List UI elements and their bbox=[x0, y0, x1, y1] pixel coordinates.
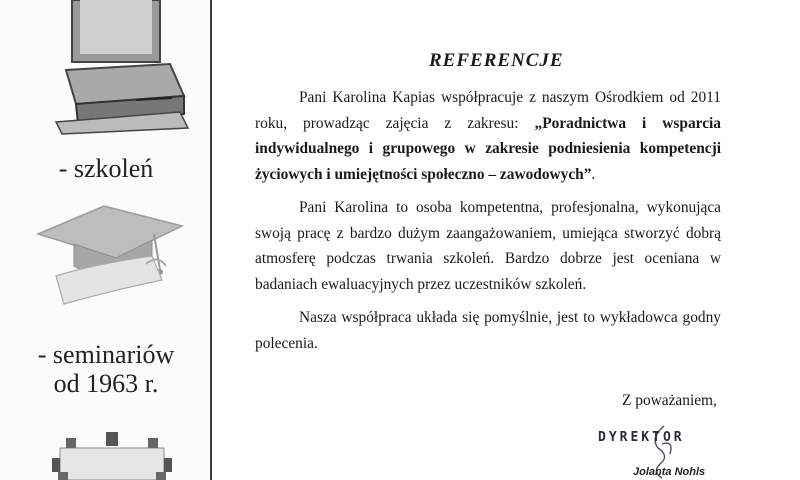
paragraph-1-start: Pani Karolina Kapias współpracuje z naszym Ośrodkiem od 2011 roku, prowadząc zajęcia z zakresu: bbox=[255, 89, 721, 132]
paragraph-1 bbox=[255, 85, 721, 187]
computer-icon bbox=[52, 0, 192, 135]
paragraph-3 bbox=[255, 305, 721, 356]
paragraph-1-topic: „Poradnictwa i wsparcia indywidualnego i grupowego w zakresie podniesienia kompetencji życiowych i umiejętności społeczno – zawodowych” bbox=[255, 114, 721, 183]
graduation-cap-icon bbox=[34, 194, 194, 312]
paragraph-3-text: Nasza współpraca układa się pomyślnie, jest to wykładowca godny polecenia. bbox=[255, 309, 721, 352]
stamp-name: Jolanta Nohls bbox=[633, 466, 706, 478]
sidebar-item-szkolen: - szkoleń bbox=[58, 154, 154, 183]
stamp-title: DYREKTOR bbox=[598, 430, 685, 445]
left-sidebar bbox=[0, 0, 212, 480]
sidebar-item-seminariow: - seminariów bbox=[37, 340, 175, 369]
letter-title: REFERENCJE bbox=[429, 50, 564, 71]
sidebar-divider bbox=[210, 0, 212, 480]
sidebar-item-since: od 1963 r. bbox=[53, 369, 159, 398]
paragraph-2-text: Pani Karolina to osoba kompetentna, profesjonalna, wykonująca swoją pracę z bardzo dużym zaangażowaniem, umiejąca stworzyć dobrą atmosferę podczas trwania szkoleń. Bardzo dobrze jest oceniana w badaniach ewaluacyjnych przez uczestników szkoleń. bbox=[255, 199, 721, 293]
conference-table-icon bbox=[48, 430, 178, 480]
paragraph-2 bbox=[255, 195, 721, 297]
closing: Z poważaniem, bbox=[622, 392, 717, 409]
paragraph-1-end: . bbox=[591, 165, 596, 183]
